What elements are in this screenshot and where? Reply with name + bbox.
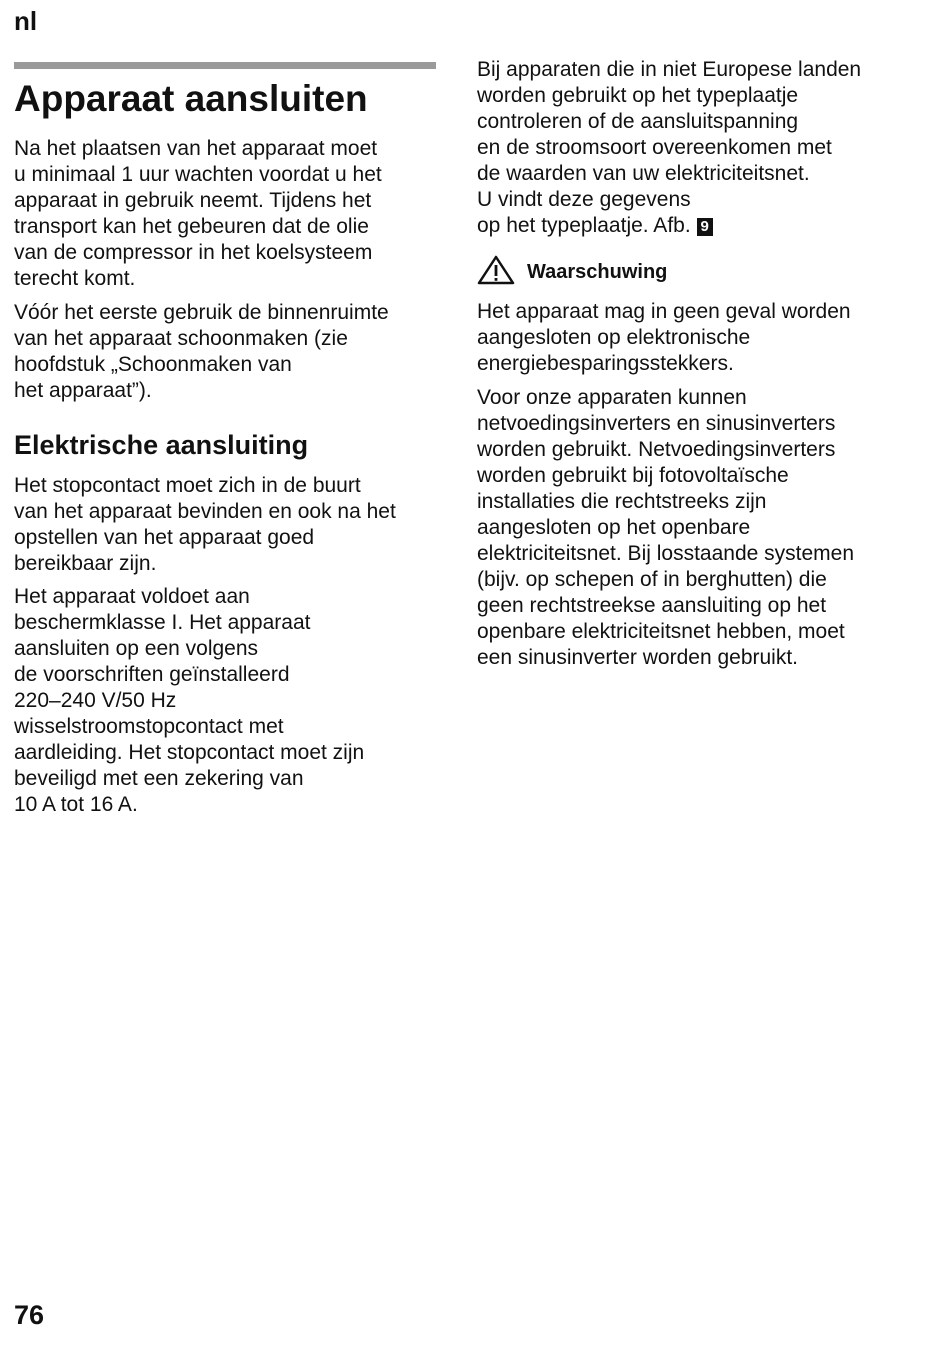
rating-plate-paragraph	[477, 57, 907, 239]
protection-class-paragraph: Het apparaat voldoet aan beschermklasse I. Het apparaat aansluiten op een volgens de voorschriften geïnstalleerd 220–240 V/50 Hz wisselstroomstopcontact met aardleiding. Het stopcontact moet zijn beveiligd met een zekering van 10 A tot 16 A.	[14, 585, 365, 816]
figure-ref-badge: 9	[697, 218, 713, 236]
title-rule	[14, 62, 436, 69]
warning-paragraph: Het apparaat mag in geen geval worden aangesloten op elektronische energiebesparingsstekkers.	[477, 300, 851, 375]
inverter-paragraph: Voor onze apparaten kunnen netvoedingsinverters en sinusinverters worden gebruikt. Netvoedingsinverters worden gebruikt bij fotovoltaïsche installaties die rechtstreeks zijn aangesloten op het openbare elektriciteitsnet. Bij losstaande systemen (bijv. op schepen of in berghutten) die geen rechtstreekse aansluiting op het openbare elektriciteitsnet hebben, moet een sinusinverter worden gebruikt.	[477, 386, 855, 669]
page-title: Apparaat aansluiten	[14, 78, 368, 119]
cleaning-paragraph: Vóór het eerste gebruik de binnenruimte van het apparaat schoonmaken (zie hoofdstuk „Schoonmaken van het apparaat”).	[14, 301, 389, 402]
intro-paragraph: Na het plaatsen van het apparaat moet u minimaal 1 uur wachten voordat u het apparaat in gebruik neemt. Tijdens het transport kan het gebeuren dat de olie van de compressor in het koelsysteem terecht komt.	[14, 137, 382, 290]
rating-plate-text: Bij apparaten die in niet Europese landen worden gebruikt op het typeplaatje controleren of de aansluitspanning en de stroomsoort overeenkomen met de waarden van uw elektriciteitsnet. U vindt deze gegevens op het typeplaatje. Afb.	[477, 58, 862, 237]
warning-label: Waarschuwing	[527, 261, 668, 283]
socket-paragraph: Het stopcontact moet zich in de buurt van het apparaat bevinden en ook na het opstellen van het apparaat goed bereikbaar zijn.	[14, 474, 396, 575]
page-number: 76	[14, 1300, 45, 1330]
warning-triangle-icon	[477, 255, 515, 290]
language-code: nl	[14, 6, 38, 36]
warning-heading	[477, 255, 667, 290]
section-heading-electrical: Elektrische aansluiting	[14, 430, 309, 460]
